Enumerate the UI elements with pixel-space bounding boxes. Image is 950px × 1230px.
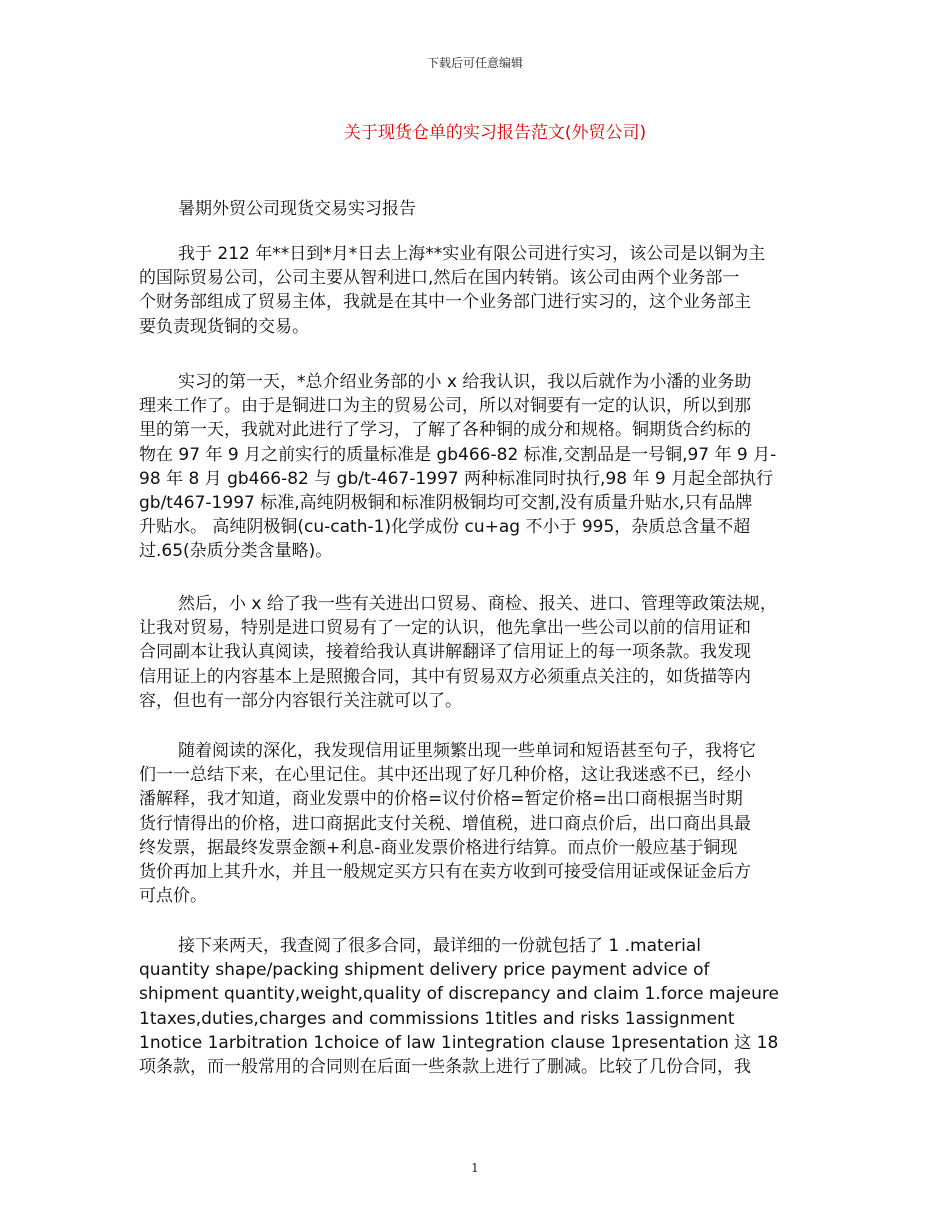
paragraph-line: 容，但也有一部分内容银行关注就可以了。 [139,690,462,711]
document-title: 关于现货仓单的实习报告范文(外贸公司) [343,123,647,143]
paragraph-internship-intro [139,242,839,339]
paragraph-line: 物在 97 年 9 月之前实行的质量标准是 gb466-82 标准,交割品是一号铜,97 年 9 月- [139,444,777,465]
paragraph-line: 接下来两天，我查阅了很多合同，最详细的一份就包括了 1 .material [178,936,701,956]
paragraph-line: 合同副本让我认真阅读，接着给我认真讲解翻译了信用证上的每一项条款。我发现 [139,642,751,663]
paragraph-line: 让我对贸易，特别是进口贸易有了一定的认识，他先拿出一些公司以前的信用证和 [139,618,751,639]
paragraph-line: 们一一总结下来，在心里记住。其中还出现了好几种价格，这让我迷惑不已，经小 [139,765,751,786]
paragraph-line: 随着阅读的深化，我发现信用证里频繁出现一些单词和短语甚至句子，我将它 [178,741,756,761]
document-subtitle: 暑期外贸公司现货交易实习报告 [178,199,416,219]
paragraph-line: 我于 212 年**日到*月*日去上海**实业有限公司进行实习，该公司是以铜为主 [178,244,766,264]
paragraph-line: 实习的第一天，*总介绍业务部的小 x 给我认识，我以后就作为小潘的业务助 [178,372,752,392]
paragraph-line: 潘解释，我才知道，商业发票中的价格=议付价格=暂定价格=出口商根据当时期 [139,789,743,810]
paragraph-line: 1taxes,duties,charges and commissions 1titles and risks 1assignment [139,1008,735,1029]
paragraph-line: 可点价。 [139,886,207,907]
paragraph-line: quantity shape/packing shipment delivery price payment advice of [139,960,710,981]
paragraph-line: 理来工作了。由于是铜进口为主的贸易公司，所以对铜要有一定的认识，所以到那 [139,396,751,417]
paragraph-line: 个财务部组成了贸易主体，我就是在其中一个业务部门进行实习的，这个业务部主 [139,292,751,313]
paragraph-line: 项条款，而一般常用的合同则在后面一些条款上进行了删减。比较了几份合同，我 [139,1057,751,1078]
paragraph-line: gb/t467-1997 标准,高纯阴极铜和标准阴极铜均可交割,没有质量升贴水,只有品牌 [139,493,753,514]
paragraph-trade-regulations [139,592,839,713]
paragraph-line: 终发票，据最终发票金额+利息-商业发票价格进行结算。而点价一般应基于铜现 [139,837,738,858]
paragraph-line: 然后，小 x 给了我一些有关进出口贸易、商检、报关、进口、管理等政策法规， [178,594,777,614]
page-header-note: 下载后可任意编辑 [426,56,523,70]
paragraph-line: 里的第一天，我就对此进行了学习，了解了各种铜的成分和规格。铜期货合约标的 [139,420,751,441]
paragraph-line: 1notice 1arbitration 1choice of law 1integration clause 1presentation 这 18 [139,1032,779,1053]
paragraph-line: shipment quantity,weight,quality of discrepancy and claim 1.force majeure [139,984,779,1005]
paragraph-line: 信用证上的内容基本上是照搬合同，其中有贸易双方必须重点关注的，如货描等内 [139,666,751,687]
paragraph-line: 货价再加上其升水，并且一般规定买方只有在卖方收到可接受信用证或保证金后方 [139,862,751,883]
paragraph-line: 升贴水。 高纯阴极铜(cu-cath-1)化学成份 cu+ag 不小于 995，杂质总含量不超 [139,517,751,538]
paragraph-first-day [139,370,839,564]
paragraph-line: 货行情得出的价格，进口商据此支付关税、增值税，进口商点价后，出口商出具最 [139,813,751,834]
paragraph-line: 的国际贸易公司，公司主要从智利进口,然后在国内转销。该公司由两个业务部一 [139,268,740,289]
paragraph-contract-clauses [139,934,839,1079]
page-number: 1 [471,1161,479,1175]
paragraph-line: 过.65(杂质分类含量略)。 [139,541,333,562]
paragraph-letter-of-credit [139,739,839,908]
paragraph-line: 98 年 8 月 gb466-82 与 gb/t-467-1997 两种标准同时执行,98 年 9 月起全部执行 [139,468,774,489]
paragraph-line: 要负责现货铜的交易。 [139,316,309,337]
